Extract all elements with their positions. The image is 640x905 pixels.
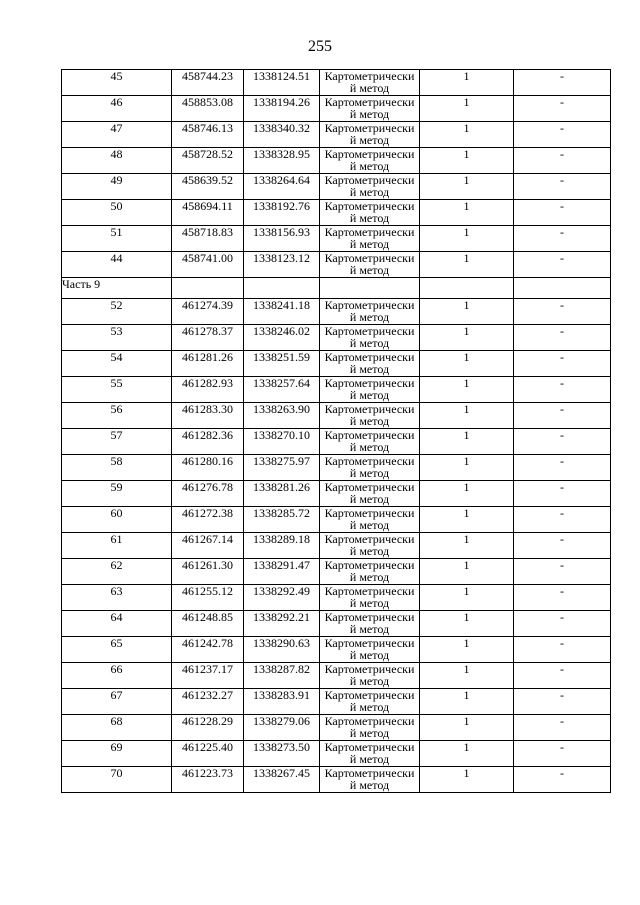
accuracy-value: 1 [420,637,514,663]
point-number: 70 [62,767,172,793]
accuracy-value: 1 [420,507,514,533]
method-text-line2: й метод [349,440,390,454]
point-number: 49 [62,174,172,200]
accuracy-value: 1 [420,585,514,611]
accuracy-value: 1 [420,689,514,715]
point-number: 45 [62,70,172,96]
method-text-line2: й метод [349,388,390,402]
method-text-line2: й метод [349,674,390,688]
description-value: - [514,559,611,585]
coordinate-y: 1338257.64 [244,377,320,403]
coordinate-x: 458741.00 [172,252,244,278]
method-cell [320,226,420,252]
point-number: 66 [62,663,172,689]
method-cell [320,252,420,278]
method-cell [320,585,420,611]
accuracy-value: 1 [420,174,514,200]
method-text-line1: Картометрически [324,121,415,135]
method-cell [320,148,420,174]
method-cell [320,689,420,715]
method-text-line2: й метод [349,544,390,558]
description-value: - [514,148,611,174]
empty-cell [514,278,611,299]
coordinate-y: 1338192.76 [244,200,320,226]
method-cell [320,200,420,226]
coordinate-x: 461242.78 [172,637,244,663]
point-number: 51 [62,226,172,252]
method-text-line2: й метод [349,648,390,662]
description-value: - [514,351,611,377]
empty-cell [320,278,420,299]
coordinate-y: 1338285.72 [244,507,320,533]
point-number: 60 [62,507,172,533]
coordinate-x: 461276.78 [172,481,244,507]
method-text-line1: Картометрически [324,480,415,494]
point-number: 64 [62,611,172,637]
method-text-line1: Картометрически [324,173,415,187]
accuracy-value: 1 [420,122,514,148]
method-text-line1: Картометрически [324,225,415,239]
accuracy-value: 1 [420,559,514,585]
table-row [62,585,611,611]
coordinate-x: 461225.40 [172,741,244,767]
method-text-line2: й метод [349,466,390,480]
method-text-line1: Картометрически [324,376,415,390]
coordinate-x: 461232.27 [172,689,244,715]
accuracy-value: 1 [420,252,514,278]
method-cell [320,96,420,122]
method-text-line2: й метод [349,596,390,610]
table-row [62,611,611,637]
method-text-line1: Картометрически [324,714,415,728]
description-value: - [514,252,611,278]
method-text-line2: й метод [349,492,390,506]
point-number: 53 [62,325,172,351]
point-number: 56 [62,403,172,429]
description-value: - [514,507,611,533]
description-value: - [514,689,611,715]
table-row [62,507,611,533]
coordinate-x: 458694.11 [172,200,244,226]
method-text-line1: Картометрически [324,199,415,213]
description-value: - [514,663,611,689]
method-text-line2: й метод [349,752,390,766]
point-number: 65 [62,637,172,663]
description-value: - [514,96,611,122]
coordinate-y: 1338283.91 [244,689,320,715]
method-text-line2: й метод [349,700,390,714]
description-value: - [514,70,611,96]
coordinate-y: 1338270.10 [244,429,320,455]
section-row [62,278,611,299]
method-text-line2: й метод [349,237,390,251]
method-text-line2: й метод [349,336,390,350]
table-row [62,741,611,767]
description-value: - [514,767,611,793]
method-cell [320,611,420,637]
method-cell [320,299,420,325]
table-row [62,122,611,148]
point-number: 52 [62,299,172,325]
table-row [62,403,611,429]
coordinate-y: 1338251.59 [244,351,320,377]
coordinate-y: 1338246.02 [244,325,320,351]
accuracy-value: 1 [420,767,514,793]
point-number: 48 [62,148,172,174]
accuracy-value: 1 [420,533,514,559]
point-number: 47 [62,122,172,148]
accuracy-value: 1 [420,299,514,325]
method-text-line2: й метод [349,185,390,199]
coordinate-x: 461237.17 [172,663,244,689]
method-text-line1: Картометрически [324,324,415,338]
method-cell [320,663,420,689]
method-cell [320,377,420,403]
method-text-line1: Картометрически [324,584,415,598]
point-number: 68 [62,715,172,741]
description-value: - [514,611,611,637]
table-row [62,715,611,741]
accuracy-value: 1 [420,403,514,429]
method-text-line1: Картометрически [324,740,415,754]
method-text-line2: й метод [349,133,390,147]
description-value: - [514,429,611,455]
method-text-line1: Картометрически [324,636,415,650]
coordinate-y: 1338281.26 [244,481,320,507]
method-text-line1: Картометрически [324,766,415,780]
coordinate-y: 1338123.12 [244,252,320,278]
accuracy-value: 1 [420,325,514,351]
table-row [62,559,611,585]
method-text-line2: й метод [349,518,390,532]
method-text-line1: Картометрически [324,454,415,468]
table-row [62,174,611,200]
table-row [62,377,611,403]
coordinate-y: 1338289.18 [244,533,320,559]
accuracy-value: 1 [420,148,514,174]
empty-cell [420,278,514,299]
method-text-line1: Картометрически [324,402,415,416]
table-body-part-a [62,70,611,278]
coordinates-table [61,69,611,793]
coordinate-y: 1338267.45 [244,767,320,793]
method-text-line1: Картометрически [324,662,415,676]
description-value: - [514,637,611,663]
coordinate-x: 461283.30 [172,403,244,429]
coordinate-x: 458853.08 [172,96,244,122]
accuracy-value: 1 [420,611,514,637]
description-value: - [514,741,611,767]
coordinate-y: 1338124.51 [244,70,320,96]
coordinate-x: 461267.14 [172,533,244,559]
description-value: - [514,174,611,200]
point-number: 58 [62,455,172,481]
method-cell [320,767,420,793]
point-number: 46 [62,96,172,122]
table-row [62,429,611,455]
coordinate-x: 461228.29 [172,715,244,741]
coordinate-x: 461261.30 [172,559,244,585]
method-text-line2: й метод [349,778,390,792]
method-cell [320,70,420,96]
method-cell [320,455,420,481]
coordinate-x: 461223.73 [172,767,244,793]
coordinate-x: 458746.13 [172,122,244,148]
method-text-line2: й метод [349,81,390,95]
coordinate-x: 461281.26 [172,351,244,377]
method-cell [320,533,420,559]
method-text-line1: Картометрически [324,532,415,546]
point-number: 61 [62,533,172,559]
coordinate-x: 458718.83 [172,226,244,252]
method-text-line2: й метод [349,310,390,324]
table-body-part-b [62,299,611,793]
table-body-section [62,278,611,299]
description-value: - [514,403,611,429]
method-text-line1: Картометрически [324,688,415,702]
accuracy-value: 1 [420,455,514,481]
method-text-line2: й метод [349,622,390,636]
coordinate-x: 458744.23 [172,70,244,96]
method-text-line1: Картометрически [324,350,415,364]
coordinate-y: 1338287.82 [244,663,320,689]
description-value: - [514,481,611,507]
coordinate-y: 1338156.93 [244,226,320,252]
accuracy-value: 1 [420,741,514,767]
method-text-line2: й метод [349,263,390,277]
coordinate-x: 461255.12 [172,585,244,611]
method-text-line2: й метод [349,107,390,121]
method-text-line1: Картометрически [324,506,415,520]
coordinate-y: 1338241.18 [244,299,320,325]
description-value: - [514,455,611,481]
accuracy-value: 1 [420,715,514,741]
method-text-line1: Картометрически [324,610,415,624]
method-text-line2: й метод [349,211,390,225]
table-row [62,663,611,689]
coordinate-x: 461282.93 [172,377,244,403]
coordinate-y: 1338340.32 [244,122,320,148]
accuracy-value: 1 [420,481,514,507]
method-text-line1: Картометрически [324,69,415,83]
description-value: - [514,122,611,148]
table-row [62,533,611,559]
table-row [62,689,611,715]
table-row [62,767,611,793]
table-row [62,481,611,507]
point-number: 54 [62,351,172,377]
table-row [62,351,611,377]
accuracy-value: 1 [420,351,514,377]
method-cell [320,325,420,351]
accuracy-value: 1 [420,70,514,96]
description-value: - [514,377,611,403]
table-row [62,299,611,325]
method-cell [320,481,420,507]
method-cell [320,403,420,429]
method-cell [320,122,420,148]
point-number: 55 [62,377,172,403]
table-row [62,637,611,663]
table-row [62,148,611,174]
accuracy-value: 1 [420,377,514,403]
table-row [62,325,611,351]
table-row [62,70,611,96]
description-value: - [514,200,611,226]
method-text-line2: й метод [349,159,390,173]
method-cell [320,351,420,377]
coordinate-y: 1338279.06 [244,715,320,741]
empty-cell [244,278,320,299]
point-number: 59 [62,481,172,507]
coordinate-y: 1338292.49 [244,585,320,611]
method-text-line1: Картометрически [324,298,415,312]
coordinate-x: 461248.85 [172,611,244,637]
method-cell [320,174,420,200]
accuracy-value: 1 [420,96,514,122]
coordinate-x: 461274.39 [172,299,244,325]
table-row [62,455,611,481]
point-number: 57 [62,429,172,455]
method-cell [320,559,420,585]
coordinate-x: 461280.16 [172,455,244,481]
accuracy-value: 1 [420,200,514,226]
method-text-line2: й метод [349,362,390,376]
method-text-line2: й метод [349,414,390,428]
coordinate-y: 1338291.47 [244,559,320,585]
table-row [62,226,611,252]
point-number: 50 [62,200,172,226]
method-text-line1: Картометрически [324,147,415,161]
point-number: 62 [62,559,172,585]
method-text-line2: й метод [349,570,390,584]
coordinate-y: 1338264.64 [244,174,320,200]
description-value: - [514,226,611,252]
point-number: 44 [62,252,172,278]
description-value: - [514,533,611,559]
coordinate-y: 1338328.95 [244,148,320,174]
table-row [62,200,611,226]
point-number: 69 [62,741,172,767]
method-cell [320,429,420,455]
method-text-line1: Картометрически [324,428,415,442]
accuracy-value: 1 [420,226,514,252]
accuracy-value: 1 [420,663,514,689]
coordinate-y: 1338194.26 [244,96,320,122]
coordinate-x: 461278.37 [172,325,244,351]
method-text-line1: Картометрически [324,95,415,109]
method-cell [320,637,420,663]
section-label: Часть 9 [62,278,172,299]
coordinate-x: 458728.52 [172,148,244,174]
coordinate-x: 461282.36 [172,429,244,455]
method-cell [320,507,420,533]
method-text-line1: Картометрически [324,251,415,265]
point-number: 67 [62,689,172,715]
table-row [62,96,611,122]
coordinate-y: 1338263.90 [244,403,320,429]
coordinate-y: 1338292.21 [244,611,320,637]
page-number: 255 [308,38,332,55]
coordinate-y: 1338275.97 [244,455,320,481]
description-value: - [514,299,611,325]
method-cell [320,715,420,741]
coordinate-x: 458639.52 [172,174,244,200]
method-text-line1: Картометрически [324,558,415,572]
description-value: - [514,585,611,611]
description-value: - [514,715,611,741]
table-row [62,252,611,278]
method-cell [320,741,420,767]
coordinate-x: 461272.38 [172,507,244,533]
method-text-line2: й метод [349,726,390,740]
empty-cell [172,278,244,299]
coordinate-y: 1338273.50 [244,741,320,767]
description-value: - [514,325,611,351]
coordinate-y: 1338290.63 [244,637,320,663]
accuracy-value: 1 [420,429,514,455]
point-number: 63 [62,585,172,611]
